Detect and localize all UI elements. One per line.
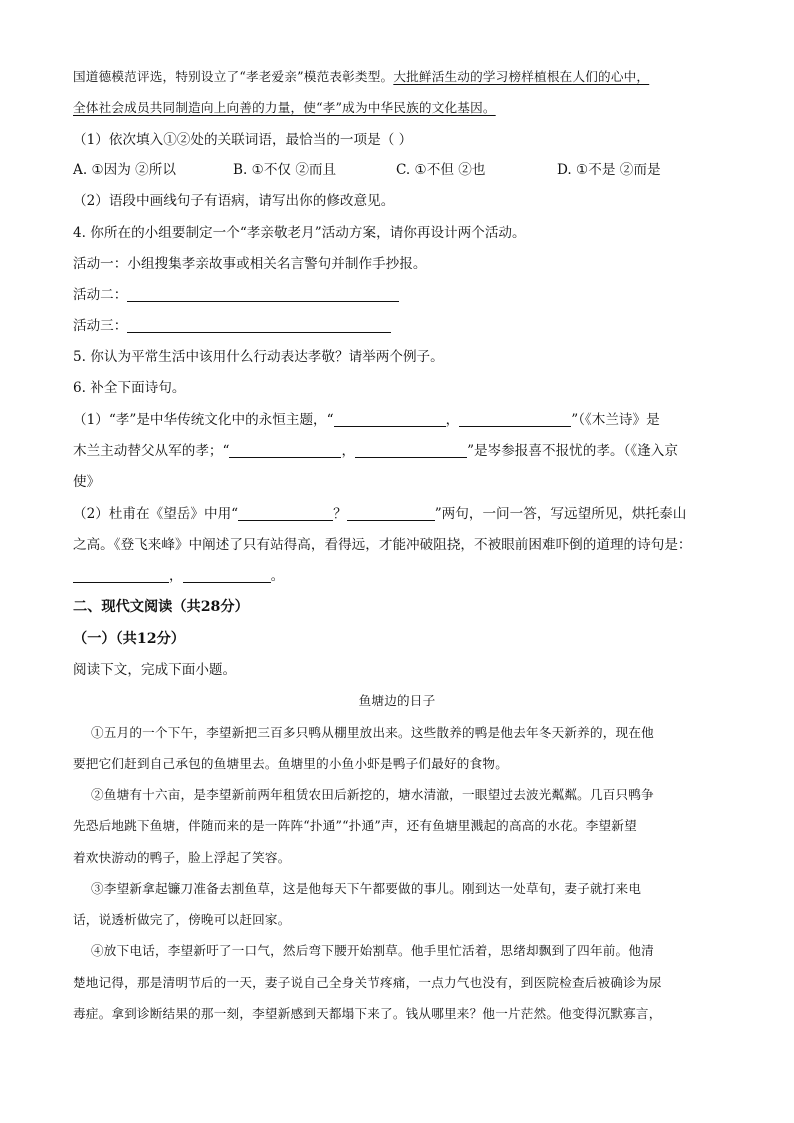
article-line: 要把它们赶到自己承包的鱼塘里去。鱼塘里的小鱼小虾是鸭子们最好的食物。: [73, 756, 508, 771]
article-line: 着欢快游动的鸭子，脸上浮起了笑容。: [73, 850, 291, 865]
option-b[interactable]: B. ①不仅 ②而且: [233, 162, 337, 178]
reading-instruction: 阅读下文，完成下面小题。: [73, 662, 237, 678]
question-mark: ？: [333, 506, 347, 522]
poem-blank-8[interactable]: [183, 568, 271, 583]
period: 。: [270, 568, 285, 584]
poem-prompt-text: ”两句，一问一答，写远望所见，烘托泰山: [434, 506, 687, 522]
question-6-1-line-1: [73, 411, 660, 429]
poem-prompt-text: 木兰主动替父从军的孝；“: [73, 443, 230, 459]
article-title: 鱼塘边的日子: [358, 693, 436, 708]
comma: ，: [445, 412, 460, 428]
question-6-2-line-2: 之高。《登飞来峰》中阐述了只有站得高，看得远，才能冲破阻挠，不被眼前困难吓倒的道理的诗句是：: [73, 537, 692, 553]
underlined-sentence: 全体社会成员共同制造向上向善的力量，使“孝”成为中华民族的文化基因。: [73, 100, 496, 115]
question-6-2-line-3: [73, 567, 284, 585]
poem-blank-2[interactable]: [459, 412, 571, 427]
poem-blank-7[interactable]: [73, 568, 169, 583]
section-heading: 二、现代文阅读（共28分）: [73, 599, 249, 615]
poem-blank-3[interactable]: [229, 443, 341, 458]
option-a[interactable]: A. ①因为 ②所以: [73, 162, 176, 178]
paragraph-line-2: [73, 99, 496, 117]
comma: ，: [169, 568, 183, 584]
activity-2-label: 活动二：: [73, 287, 128, 303]
poem-prompt-text: （2）杜甫在《望岳》中用“: [73, 506, 239, 522]
question-5: 5. 你认为平常生活中该用什么行动表达孝敬？请举两个例子。: [73, 349, 444, 365]
poem-blank-5[interactable]: [238, 506, 333, 521]
question-6-stem: 6. 补全下面诗句。: [73, 380, 186, 396]
poem-source-text: ”是岑参报喜不报忧的孝。（《逢入京: [467, 443, 678, 459]
article-line: 先恐后地跳下鱼塘，伴随而来的是一阵阵“扑通”“扑通”声，还有鱼塘里溅起的高高的水花。李望新望: [73, 818, 637, 833]
activity-2-row: [73, 286, 399, 304]
article-line: 楚地记得，那是清明节后的一天，妻子说自己全身关节疼痛，一点力气也没有，到医院检查后被确诊为尿: [73, 975, 662, 990]
activity-2-blank[interactable]: [127, 287, 399, 302]
article-line: ③李望新拿起镰刀准备去割鱼草，这是他每天下午都要做的事儿。刚到达一处草旬，妻子就打来电: [91, 881, 642, 896]
article-line: ②鱼塘有十六亩，是李望新前两年租赁农田后新挖的，塘水清澈，一眼望过去波光粼粼。几百只鸭争: [91, 787, 654, 802]
paragraph-text: 国道德模范评选，特别设立了“孝老爱亲”模范表彰类型。: [73, 69, 394, 84]
activity-1: 活动一：小组搜集孝亲故事或相关名言警句并制作手抄报。: [73, 256, 427, 272]
question-6-1-line-3: 使》: [73, 474, 101, 490]
option-c[interactable]: C. ①不但 ②也: [396, 162, 486, 178]
poem-blank-1[interactable]: [334, 412, 446, 427]
question-3-2: （2）语段中画线句子有语病，请写出你的修改意见。: [73, 193, 395, 209]
article-line: 话，说透析做完了，傍晚可以赶回家。: [73, 912, 291, 927]
paragraph-line-1: [73, 68, 649, 86]
article-line: ①五月的一个下午，李望新把三百多只鸭从棚里放出来。这些散养的鸭是他去年冬天新养的，现在他: [91, 725, 654, 740]
question-6-2-line-1: [73, 505, 686, 523]
poem-source-text: ”（《木兰诗》是: [571, 412, 660, 428]
subsection-heading: （一）（共12分）: [73, 631, 185, 647]
option-d[interactable]: D. ①不是 ②而是: [557, 162, 661, 178]
activity-3-row: [73, 317, 391, 335]
article-line: 毒症。拿到诊断结果的那一刻，李望新感到天都塌下来了。钱从哪里来？他一片茫然。他变得沉默寡言，: [73, 1006, 662, 1021]
activity-3-blank[interactable]: [127, 318, 391, 333]
comma: ，: [341, 443, 356, 459]
underlined-sentence: 大批鲜活生动的学习榜样植根在人们的心中，: [393, 69, 650, 84]
poem-prompt-text: （1）“孝”是中华传统文化中的永恒主题，“: [73, 412, 334, 428]
poem-blank-6[interactable]: [347, 506, 435, 521]
question-6-1-line-2: [73, 442, 678, 460]
article-line: ④放下电话，李望新吁了一口气，然后弯下腰开始割草。他手里忙活着，思绪却飘到了四年前。他清: [91, 943, 654, 958]
poem-blank-4[interactable]: [355, 443, 467, 458]
question-4-stem: 4. 你所在的小组要制定一个“孝亲敬老月”活动方案，请你再设计两个活动。: [73, 225, 526, 241]
activity-3-label: 活动三：: [73, 318, 128, 334]
question-3-1-stem: （1）依次填入①②处的关联词语，最恰当的一项是（ ）: [73, 132, 413, 148]
